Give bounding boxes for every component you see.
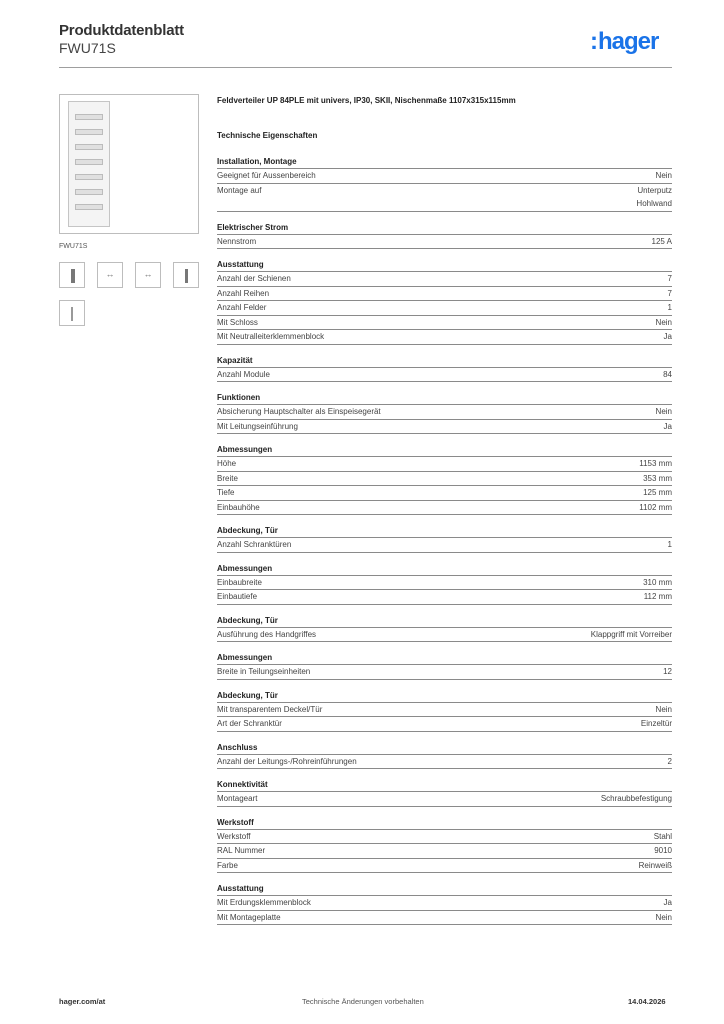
spec-value xyxy=(668,301,672,315)
spec-value xyxy=(668,272,672,286)
spec-row xyxy=(217,537,672,553)
cabinet-icon xyxy=(71,269,75,283)
spec-label: Ausführung des Handgriffes xyxy=(217,629,317,639)
spec-value xyxy=(656,911,672,925)
spec-label: Mit Montageplatte xyxy=(217,912,281,922)
spec-row xyxy=(217,575,672,590)
spec-group xyxy=(217,525,672,553)
thumbnail-dimension-1[interactable] xyxy=(97,262,123,288)
spec-row xyxy=(217,286,672,301)
spec-row xyxy=(217,910,672,926)
cabinet-icon xyxy=(185,269,188,283)
spec-value-line: 7 xyxy=(667,274,672,283)
spec-group-title: Ausstattung xyxy=(217,260,264,269)
product-image[interactable] xyxy=(59,94,199,234)
spec-row xyxy=(217,627,672,643)
spec-group-title: Ausstattung xyxy=(217,884,264,893)
spec-value xyxy=(636,184,672,211)
spec-group-title: Elektrischer Strom xyxy=(217,222,289,232)
spec-row xyxy=(217,895,672,910)
spec-rows xyxy=(217,234,672,250)
spec-group-title: Funktionen xyxy=(217,393,261,402)
spec-label: Tiefe xyxy=(217,488,235,497)
spec-value xyxy=(664,896,672,910)
spec-group-title: Konnektivität xyxy=(217,780,268,789)
spec-value-line: 310 mm xyxy=(643,577,672,587)
spec-label: Breite xyxy=(217,473,238,483)
spec-value-line: Ja xyxy=(663,332,672,341)
cabinet-icon xyxy=(71,307,73,321)
cabinet-rail xyxy=(75,174,103,180)
spec-row xyxy=(217,456,672,471)
spec-label: Absicherung Hauptschalter als Einspeisegerät xyxy=(217,407,381,416)
spec-row xyxy=(217,234,672,250)
cabinet-drawing xyxy=(68,101,110,227)
spec-value-line: 1102 mm xyxy=(639,502,672,512)
spec-label: Anzahl Schranktüren xyxy=(217,540,292,549)
spec-rows xyxy=(217,456,672,515)
spec-value-line: Klappgriff mit Vorreiber xyxy=(590,629,672,639)
spec-label: Anzahl der Leitungs-/Rohreinführungen xyxy=(217,756,357,766)
spec-value-line: 1 xyxy=(667,540,672,549)
spec-row xyxy=(217,843,672,858)
spec-rows xyxy=(217,404,672,434)
spec-rows xyxy=(217,271,672,345)
spec-rows xyxy=(217,367,672,383)
spec-value-line: 2 xyxy=(667,756,672,766)
footer-date: 14.04.2026 xyxy=(628,997,666,1006)
spec-row xyxy=(217,367,672,383)
spec-value xyxy=(639,859,672,873)
spec-rows xyxy=(217,895,672,925)
spec-value xyxy=(656,169,672,183)
specs-heading: Technische Eigenschaften xyxy=(217,131,318,140)
spec-group xyxy=(217,883,672,925)
spec-row xyxy=(217,500,672,516)
spec-value xyxy=(656,703,672,717)
spec-row xyxy=(217,168,672,183)
spec-group xyxy=(217,742,672,770)
spec-rows xyxy=(217,664,672,680)
spec-group xyxy=(217,817,672,874)
spec-label: Breite in Teilungseinheiten xyxy=(217,667,311,676)
page-title: Produktdatenblatt xyxy=(59,22,184,39)
spec-value-line: Nein xyxy=(655,407,672,416)
spec-label: Mit transparentem Deckel/Tür xyxy=(217,704,323,714)
spec-label: Montageart xyxy=(217,794,258,803)
spec-value xyxy=(644,590,672,604)
dimension-icon: ↔ xyxy=(105,269,115,279)
spec-value xyxy=(601,792,672,806)
spec-label: Mit Leitungseinführung xyxy=(217,421,298,431)
spec-label: Geeignet für Aussenbereich xyxy=(217,171,316,180)
spec-value xyxy=(654,830,672,844)
spec-group-title: Abmessungen xyxy=(217,563,273,573)
spec-label: Anzahl Module xyxy=(217,369,270,379)
spec-rows xyxy=(217,702,672,732)
spec-value-line: Unterputz xyxy=(637,185,672,195)
spec-value xyxy=(663,368,672,382)
spec-value xyxy=(652,235,672,249)
spec-group xyxy=(217,444,672,515)
spec-row xyxy=(217,791,672,807)
spec-row xyxy=(217,271,672,286)
spec-rows xyxy=(217,168,672,212)
spec-rows xyxy=(217,791,672,807)
spec-row xyxy=(217,300,672,315)
spec-group xyxy=(217,355,672,383)
spec-group-title: Werkstoff xyxy=(217,817,254,827)
spec-label: Anzahl Felder xyxy=(217,303,267,312)
spec-row xyxy=(217,329,672,345)
spec-value-line: Nein xyxy=(655,171,672,180)
spec-group-title: Abmessungen xyxy=(217,445,273,454)
spec-groups xyxy=(217,156,672,935)
spec-value-line: Nein xyxy=(655,317,672,327)
spec-group-title: Kapazität xyxy=(217,355,253,365)
spec-value-line: Einzeltür xyxy=(640,719,672,728)
spec-label: Mit Neutralleiterklemmenblock xyxy=(217,332,325,341)
spec-label: Nennstrom xyxy=(217,236,257,246)
cabinet-rail xyxy=(75,144,103,150)
spec-label: Mit Erdungsklemmenblock xyxy=(217,898,311,907)
thumbnail-dimension-2[interactable] xyxy=(135,262,161,288)
product-image-caption: FWU71S xyxy=(59,243,88,250)
footer-note: Technische Änderungen vorbehalten xyxy=(302,997,424,1006)
spec-value xyxy=(656,405,672,419)
cabinet-rail xyxy=(75,114,103,120)
spec-value-line: Ja xyxy=(663,898,672,907)
spec-value xyxy=(668,287,672,301)
cabinet-rail xyxy=(75,204,103,210)
spec-group xyxy=(217,563,672,605)
spec-group xyxy=(217,779,672,807)
spec-value-line: 1153 mm xyxy=(639,459,672,468)
spec-value-line: 125 A xyxy=(651,236,672,246)
spec-value xyxy=(643,486,672,500)
spec-rows xyxy=(217,754,672,770)
spec-value-line: 125 mm xyxy=(643,488,672,497)
cabinet-rail xyxy=(75,159,103,165)
spec-value xyxy=(591,628,672,642)
spec-value xyxy=(656,316,672,330)
spec-row xyxy=(217,716,672,732)
spec-value xyxy=(643,576,672,590)
spec-value-line: Hohlwand xyxy=(636,199,672,208)
spec-group xyxy=(217,615,672,643)
spec-label: Anzahl Reihen xyxy=(217,288,270,298)
hager-logo: :hager xyxy=(590,28,659,55)
spec-value xyxy=(654,844,672,858)
spec-label: Höhe xyxy=(217,459,237,468)
spec-value-line: Reinweiß xyxy=(638,860,672,870)
footer-website[interactable]: hager.com/at xyxy=(59,997,106,1006)
spec-rows xyxy=(217,575,672,605)
spec-group xyxy=(217,392,672,434)
spec-rows xyxy=(217,537,672,553)
spec-value xyxy=(664,330,672,344)
spec-value xyxy=(639,457,672,471)
spec-label: Mit Schloss xyxy=(217,317,258,327)
spec-value xyxy=(643,472,672,486)
spec-label: Einbaubreite xyxy=(217,577,262,587)
spec-row xyxy=(217,702,672,717)
thumbnail-side[interactable] xyxy=(173,262,199,288)
spec-label: RAL Nummer xyxy=(217,846,266,855)
spec-group-title: Abdeckung, Tür xyxy=(217,615,278,625)
thumbnail-front[interactable] xyxy=(59,262,85,288)
spec-label: Werkstoff xyxy=(217,831,251,841)
cabinet-rail xyxy=(75,189,103,195)
spec-row xyxy=(217,829,672,844)
dimension-icon: ↔ xyxy=(143,269,153,279)
spec-row xyxy=(217,664,672,680)
spec-group-title: Abdeckung, Tür xyxy=(217,690,278,700)
spec-value-line: 7 xyxy=(667,288,672,298)
spec-value-line: 84 xyxy=(663,369,672,379)
spec-value xyxy=(641,717,672,731)
spec-label: Einbautiefe xyxy=(217,592,258,601)
spec-label: Farbe xyxy=(217,860,238,870)
spec-group-title: Anschluss xyxy=(217,742,258,752)
spec-row xyxy=(217,183,672,212)
spec-label: Montage auf xyxy=(217,185,262,195)
cabinet-rail xyxy=(75,129,103,135)
spec-label: Einbauhöhe xyxy=(217,502,260,512)
spec-group xyxy=(217,156,672,212)
spec-row xyxy=(217,471,672,486)
spec-value-line: Nein xyxy=(655,912,672,922)
thumbnail-detail[interactable] xyxy=(59,300,85,326)
spec-value-line: 9010 xyxy=(654,846,672,855)
product-description: Feldverteiler UP 84PLE mit univers, IP30, SKII, Nischenmaße 1107x315x115mm xyxy=(217,96,516,105)
spec-rows xyxy=(217,829,672,874)
spec-group xyxy=(217,652,672,680)
spec-value-line: 12 xyxy=(663,667,672,676)
spec-value-line: 1 xyxy=(667,303,672,312)
spec-group-title: Abdeckung, Tür xyxy=(217,526,278,535)
spec-row xyxy=(217,754,672,770)
spec-label: Anzahl der Schienen xyxy=(217,274,291,283)
spec-value xyxy=(668,538,672,552)
spec-value-line: 353 mm xyxy=(643,473,672,483)
spec-row xyxy=(217,485,672,500)
spec-value-line: Nein xyxy=(655,704,672,714)
spec-group xyxy=(217,690,672,732)
spec-group xyxy=(217,259,672,345)
spec-value xyxy=(664,420,672,434)
product-code: FWU71S xyxy=(59,40,116,56)
spec-value xyxy=(639,501,672,515)
spec-group xyxy=(217,222,672,250)
spec-row xyxy=(217,315,672,330)
spec-value xyxy=(663,665,672,679)
spec-row xyxy=(217,419,672,435)
spec-label: Art der Schranktür xyxy=(217,719,282,728)
spec-rows xyxy=(217,627,672,643)
header-divider xyxy=(59,67,672,68)
spec-value-line: Stahl xyxy=(653,831,672,841)
spec-value-line: Schraubbefestigung xyxy=(600,794,672,803)
spec-value-line: 112 mm xyxy=(643,592,672,601)
spec-row xyxy=(217,858,672,874)
spec-value-line: Ja xyxy=(663,421,672,431)
spec-group-title: Abmessungen xyxy=(217,653,273,662)
spec-value xyxy=(668,755,672,769)
spec-row xyxy=(217,589,672,605)
spec-group-title: Installation, Montage xyxy=(217,157,297,166)
spec-row xyxy=(217,404,672,419)
